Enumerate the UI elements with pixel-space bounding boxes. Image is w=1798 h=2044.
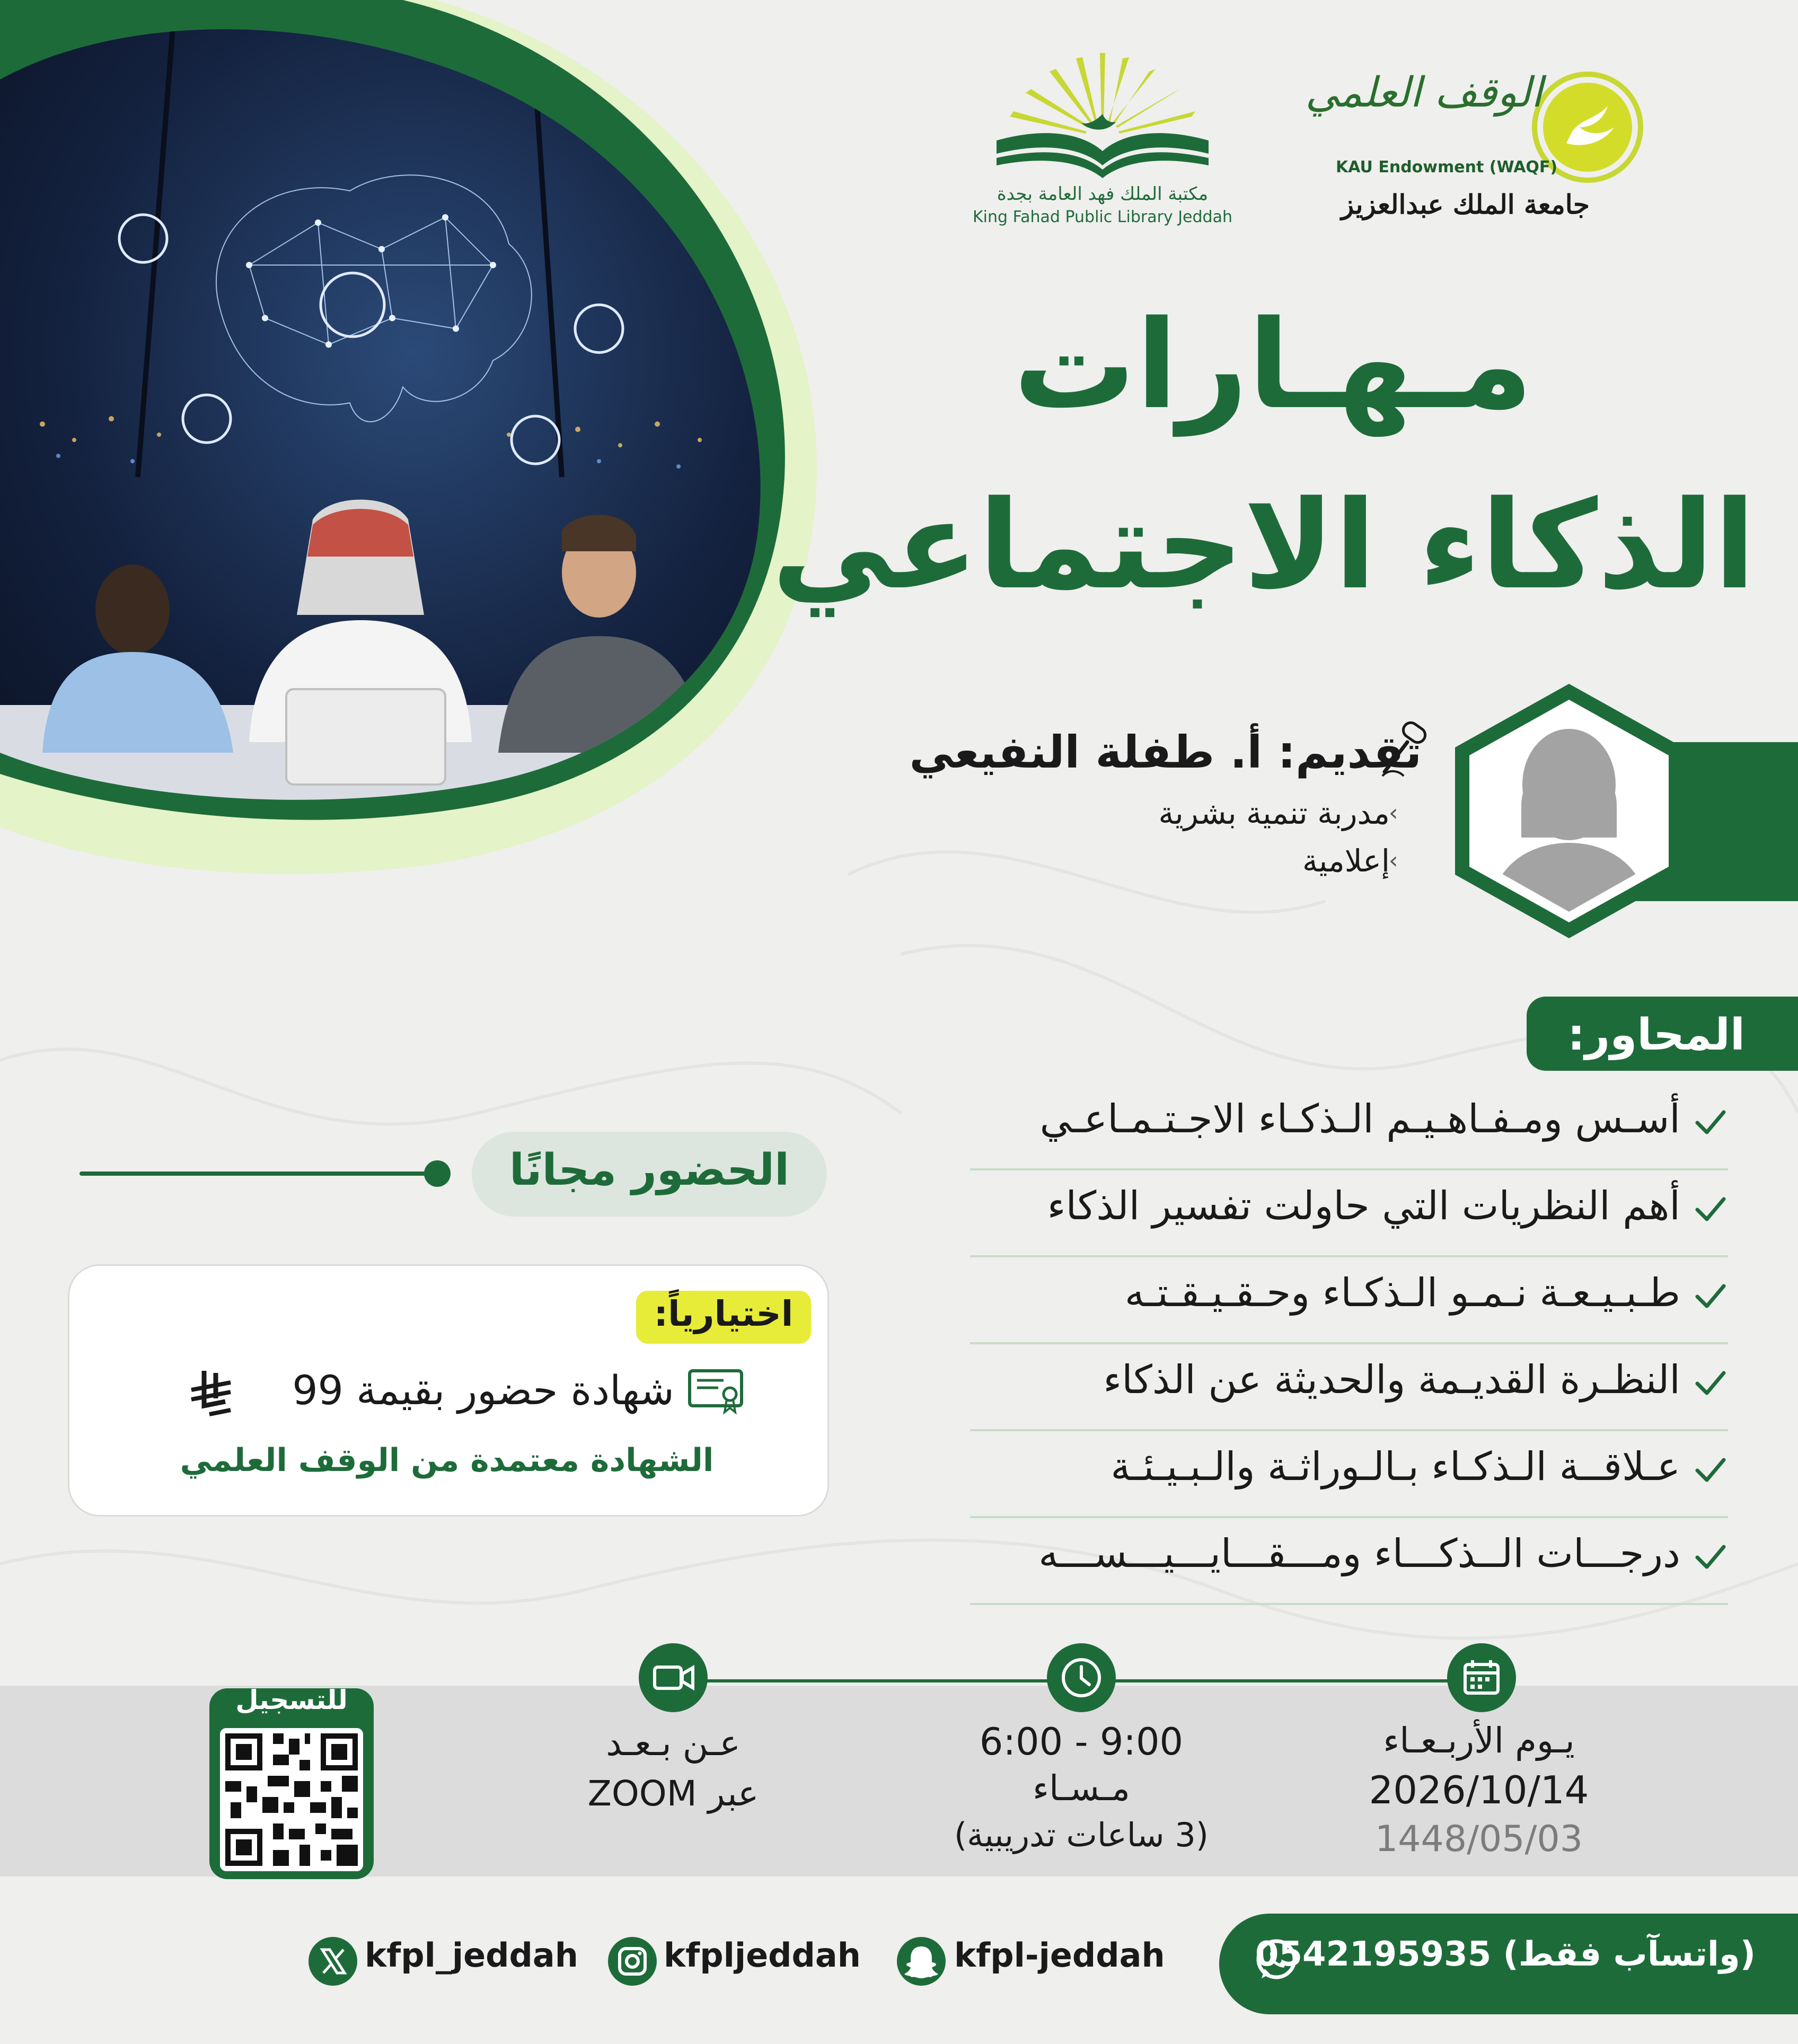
optional-label: اختيارياً: xyxy=(654,1293,794,1334)
kau-endowment-logo xyxy=(1305,69,1654,233)
check-icon xyxy=(1693,1192,1728,1227)
topics-heading: المحاور: xyxy=(1567,1010,1745,1060)
calendar-icon-glyph xyxy=(1447,1643,1516,1712)
free-divider-dot xyxy=(424,1160,451,1187)
chevron-left-icon: ‹ xyxy=(1389,847,1398,874)
x-icon xyxy=(307,1936,358,1987)
clock-icon-glyph xyxy=(1047,1643,1116,1712)
event-duration: (3 ساعات تدريبية) xyxy=(954,1816,1209,1854)
kau-endowment-arabic: الوقف العلمي xyxy=(1305,69,1543,117)
presenter-role-1-text: مدربة تنمية بشرية xyxy=(1158,795,1390,831)
certificate-icon xyxy=(686,1368,745,1415)
instagram-icon xyxy=(607,1936,658,1987)
event-date-hijri: 1448/05/03 xyxy=(1375,1818,1583,1860)
x-handle[interactable]: kfpl_jeddah xyxy=(365,1936,578,1975)
event-period: مـسـاء xyxy=(1032,1768,1131,1809)
topic-text: طـبـيـعـة نـمـو الـذكـاء وحـقـيـقـتـه xyxy=(1124,1270,1680,1316)
certificate-note: الشهادة معتمدة من الوقف العلمي xyxy=(180,1442,714,1479)
event-time: 6:00 - 9:00 xyxy=(979,1720,1184,1764)
presenter-role-2-text: إعلامية xyxy=(1302,843,1390,879)
check-icon xyxy=(1693,1279,1728,1314)
topic-text: عـلاقــة الـذكـاء بـالـوراثـة والـبـيـئـة xyxy=(1110,1444,1680,1490)
topic-item xyxy=(970,1255,1728,1344)
topic-text: درجـــات الــذكـــاء ومـــقـــايـــيـــســـه xyxy=(1038,1531,1680,1576)
video-icon-glyph xyxy=(639,1643,708,1712)
free-divider-line xyxy=(80,1171,435,1176)
library-name-english: King Fahad Public Library Jeddah xyxy=(972,208,1232,226)
event-date-gregorian: 2026/10/14 xyxy=(1369,1768,1589,1812)
topic-text: أسـس ومـفـاهـيـم الـذكـاء الاجـتـمـاعـي xyxy=(1039,1096,1680,1142)
check-icon xyxy=(1693,1452,1728,1487)
title-line-1: مـهـارات xyxy=(1013,295,1533,436)
snapchat-icon xyxy=(896,1936,947,1987)
whatsapp-number[interactable]: (واتسآب فقط) 0542195935 xyxy=(1255,1935,1756,1974)
certificate-text: شهادة حضور بقيمة 99 xyxy=(292,1367,674,1414)
qr-code[interactable] xyxy=(220,1728,363,1871)
event-platform: عبر ZOOM xyxy=(587,1773,759,1814)
instagram-handle[interactable]: kfpljeddah xyxy=(664,1936,861,1975)
title-line-2: الذكاء الاجتماعي xyxy=(772,475,1756,616)
topic-item xyxy=(970,1516,1728,1605)
topic-item xyxy=(970,1081,1728,1170)
chevron-left-icon: ‹ xyxy=(1389,799,1398,826)
presenter-role-2 xyxy=(1302,843,1390,879)
check-icon xyxy=(1693,1105,1728,1140)
check-icon xyxy=(1693,1365,1728,1400)
snapchat-handle[interactable]: kfpl-jeddah xyxy=(954,1936,1165,1975)
topic-text: النظـرة القديـمة والحديثة عن الذكاء xyxy=(1103,1357,1680,1403)
library-logo-mark xyxy=(970,48,1235,180)
calendar-icon xyxy=(1447,1643,1516,1712)
library-name-arabic: مكتبة الملك فهد العامة بجدة xyxy=(997,183,1209,205)
topic-item xyxy=(970,1342,1728,1431)
check-icon xyxy=(1693,1539,1728,1574)
clock-icon xyxy=(1047,1643,1116,1712)
presenter-avatar xyxy=(1447,679,1691,944)
hero-image xyxy=(0,0,827,880)
presenter-role-1 xyxy=(1158,795,1390,831)
free-attendance-text: الحضور مجانًا xyxy=(509,1145,790,1195)
event-mode: عـن بـعـد xyxy=(606,1723,741,1764)
presenter-name: تقديم: أ. طفلة النفيعي xyxy=(909,726,1422,778)
library-logo xyxy=(970,48,1235,239)
riyal-icon xyxy=(188,1369,234,1416)
topic-text: أهم النظريات التي حاولت تفسير الذكاء xyxy=(1047,1183,1680,1229)
register-label: للتسجيل xyxy=(235,1685,348,1715)
event-day: يـوم الأربـعـاء xyxy=(1383,1720,1575,1761)
topic-item xyxy=(970,1168,1728,1257)
kau-endowment-english: KAU Endowment (WAQF) xyxy=(1336,158,1558,177)
video-icon xyxy=(639,1643,708,1712)
topic-item xyxy=(970,1429,1728,1518)
kau-university-name: جامعة الملك عبدالعزيز xyxy=(1341,189,1590,220)
